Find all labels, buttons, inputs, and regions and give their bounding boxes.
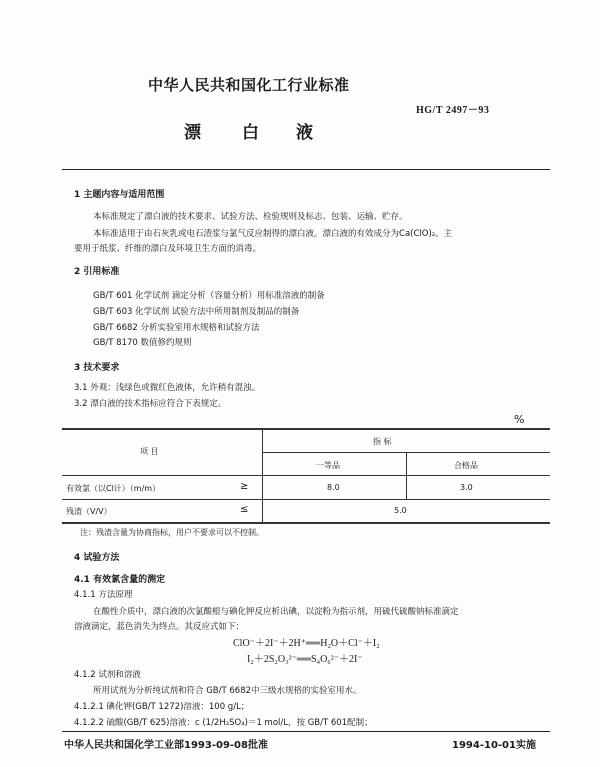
header-rule [62,169,550,170]
table-row-operator: ≤ [240,504,249,515]
principle-paragraph-b: 溶液滴定，蓝色消失为终点。其反应式如下： [74,622,245,632]
table-vertical-line [406,452,407,499]
table-note: 注：残渣含量为协商指标，用户不要求可以不控制。 [80,528,264,537]
section-1-heading: 1 主题内容与适用范围 [74,190,165,200]
section-1-paragraph-1: 本标准规定了漂白液的技术要求、试验方法、检验规则及标志、包装、运输、贮存。 [93,212,408,222]
approval-line: 中华人民共和国化学工业部1993-09-08批准 [64,740,268,751]
section-1-paragraph-2a: 本标准适用于由石灰乳或电石渣浆与氯气反应制得的漂白液。漂白液的有效成分为Ca(ClO)₂。主 [93,229,453,239]
reagents-paragraph: 所用试剂为分析纯试剂和符合 GB/T 6682中三级水规格的实验室用水。 [93,686,362,696]
table-vertical-line [262,428,263,522]
table-cell-value: 5.0 [394,506,407,515]
table-header-index: 指 标 [373,437,392,446]
table-cell-value: 3.0 [460,483,473,492]
footer-rule [62,731,550,732]
table-bottom-border [62,522,550,524]
table-row-name: 有效氯（以Cl计）（m/m） [66,484,161,493]
section-1-paragraph-2b: 要用于纸浆、纤维的漂白及环境卫生方面的消毒。 [74,244,262,254]
table-row-operator: ≥ [240,481,249,492]
section-2-heading: 2 引用标准 [74,267,120,277]
issuing-org: 中华人民共和国化工行业标准 [148,76,350,94]
table-top-border [62,428,550,430]
table-row-name: 残渣（V/V） [66,507,112,516]
clause-4-1-2-heading: 4.1.2 试剂和溶液 [74,670,141,680]
section-4-heading: 4 试验方法 [74,553,120,563]
title-char-1: 漂 [184,123,201,143]
table-header-grade-2: 合格品 [454,461,478,470]
reference-item: GB/T 6682 分析实验室用水规格和试验方法 [93,323,260,333]
unit-percent: % [514,413,525,426]
implementation-date: 1994-10-01实施 [452,740,536,751]
table-cell-value: 8.0 [327,483,340,492]
reference-item: GB/T 601 化学试剂 滴定分析（容量分析）用标准溶液的制备 [93,291,325,301]
table-header-grade-1: 一等品 [316,461,340,470]
table-header-item: 项 目 [140,447,159,456]
clause-4-1-heading: 4.1 有效氯含量的测定 [74,575,166,585]
reagent-item: 4.1.2.2 硫酸(GB/T 625)溶液：c (1/2H₂SO₄)＝1 mol/L，按 GB/T 601配制； [74,718,373,728]
reference-item: GB/T 603 化学试剂 试验方法中所用制剂及制品的制备 [93,307,300,317]
table-row-divider [62,499,550,500]
section-3-heading: 3 技术要求 [74,363,120,373]
reference-item: GB/T 8170 数值修约规则 [93,338,192,348]
reagent-item: 4.1.2.1 碘化钾(GB/T 1272)溶液：100 g/L； [74,702,250,712]
reaction-equation-1: ClO⁻＋2I⁻＋2H⁺══H₂O＋Cl⁻＋I₂ [233,638,380,649]
reaction-equation-2: I₂＋2S₂O₃²⁻══S₄O₆²⁻＋2I⁻ [247,654,363,665]
title-char-3: 液 [296,123,313,143]
table-header-bottom [62,475,550,476]
clause-3-2: 3.2 漂白液的技术指标应符合下表规定。 [74,399,227,409]
clause-3-1: 3.1 外观：浅绿色或微红色液体，允许稍有混浊。 [74,383,261,393]
clause-4-1-1-heading: 4.1.1 方法原理 [74,590,133,600]
standard-code: HG/T 2497－93 [416,105,490,116]
title-char-2: 白 [242,123,259,143]
principle-paragraph-a: 在酸性介质中，漂白液的次氯酸根与碘化钾反应析出碘，以淀粉为指示剂，用硫代硫酸钠标准滴定 [93,607,459,617]
